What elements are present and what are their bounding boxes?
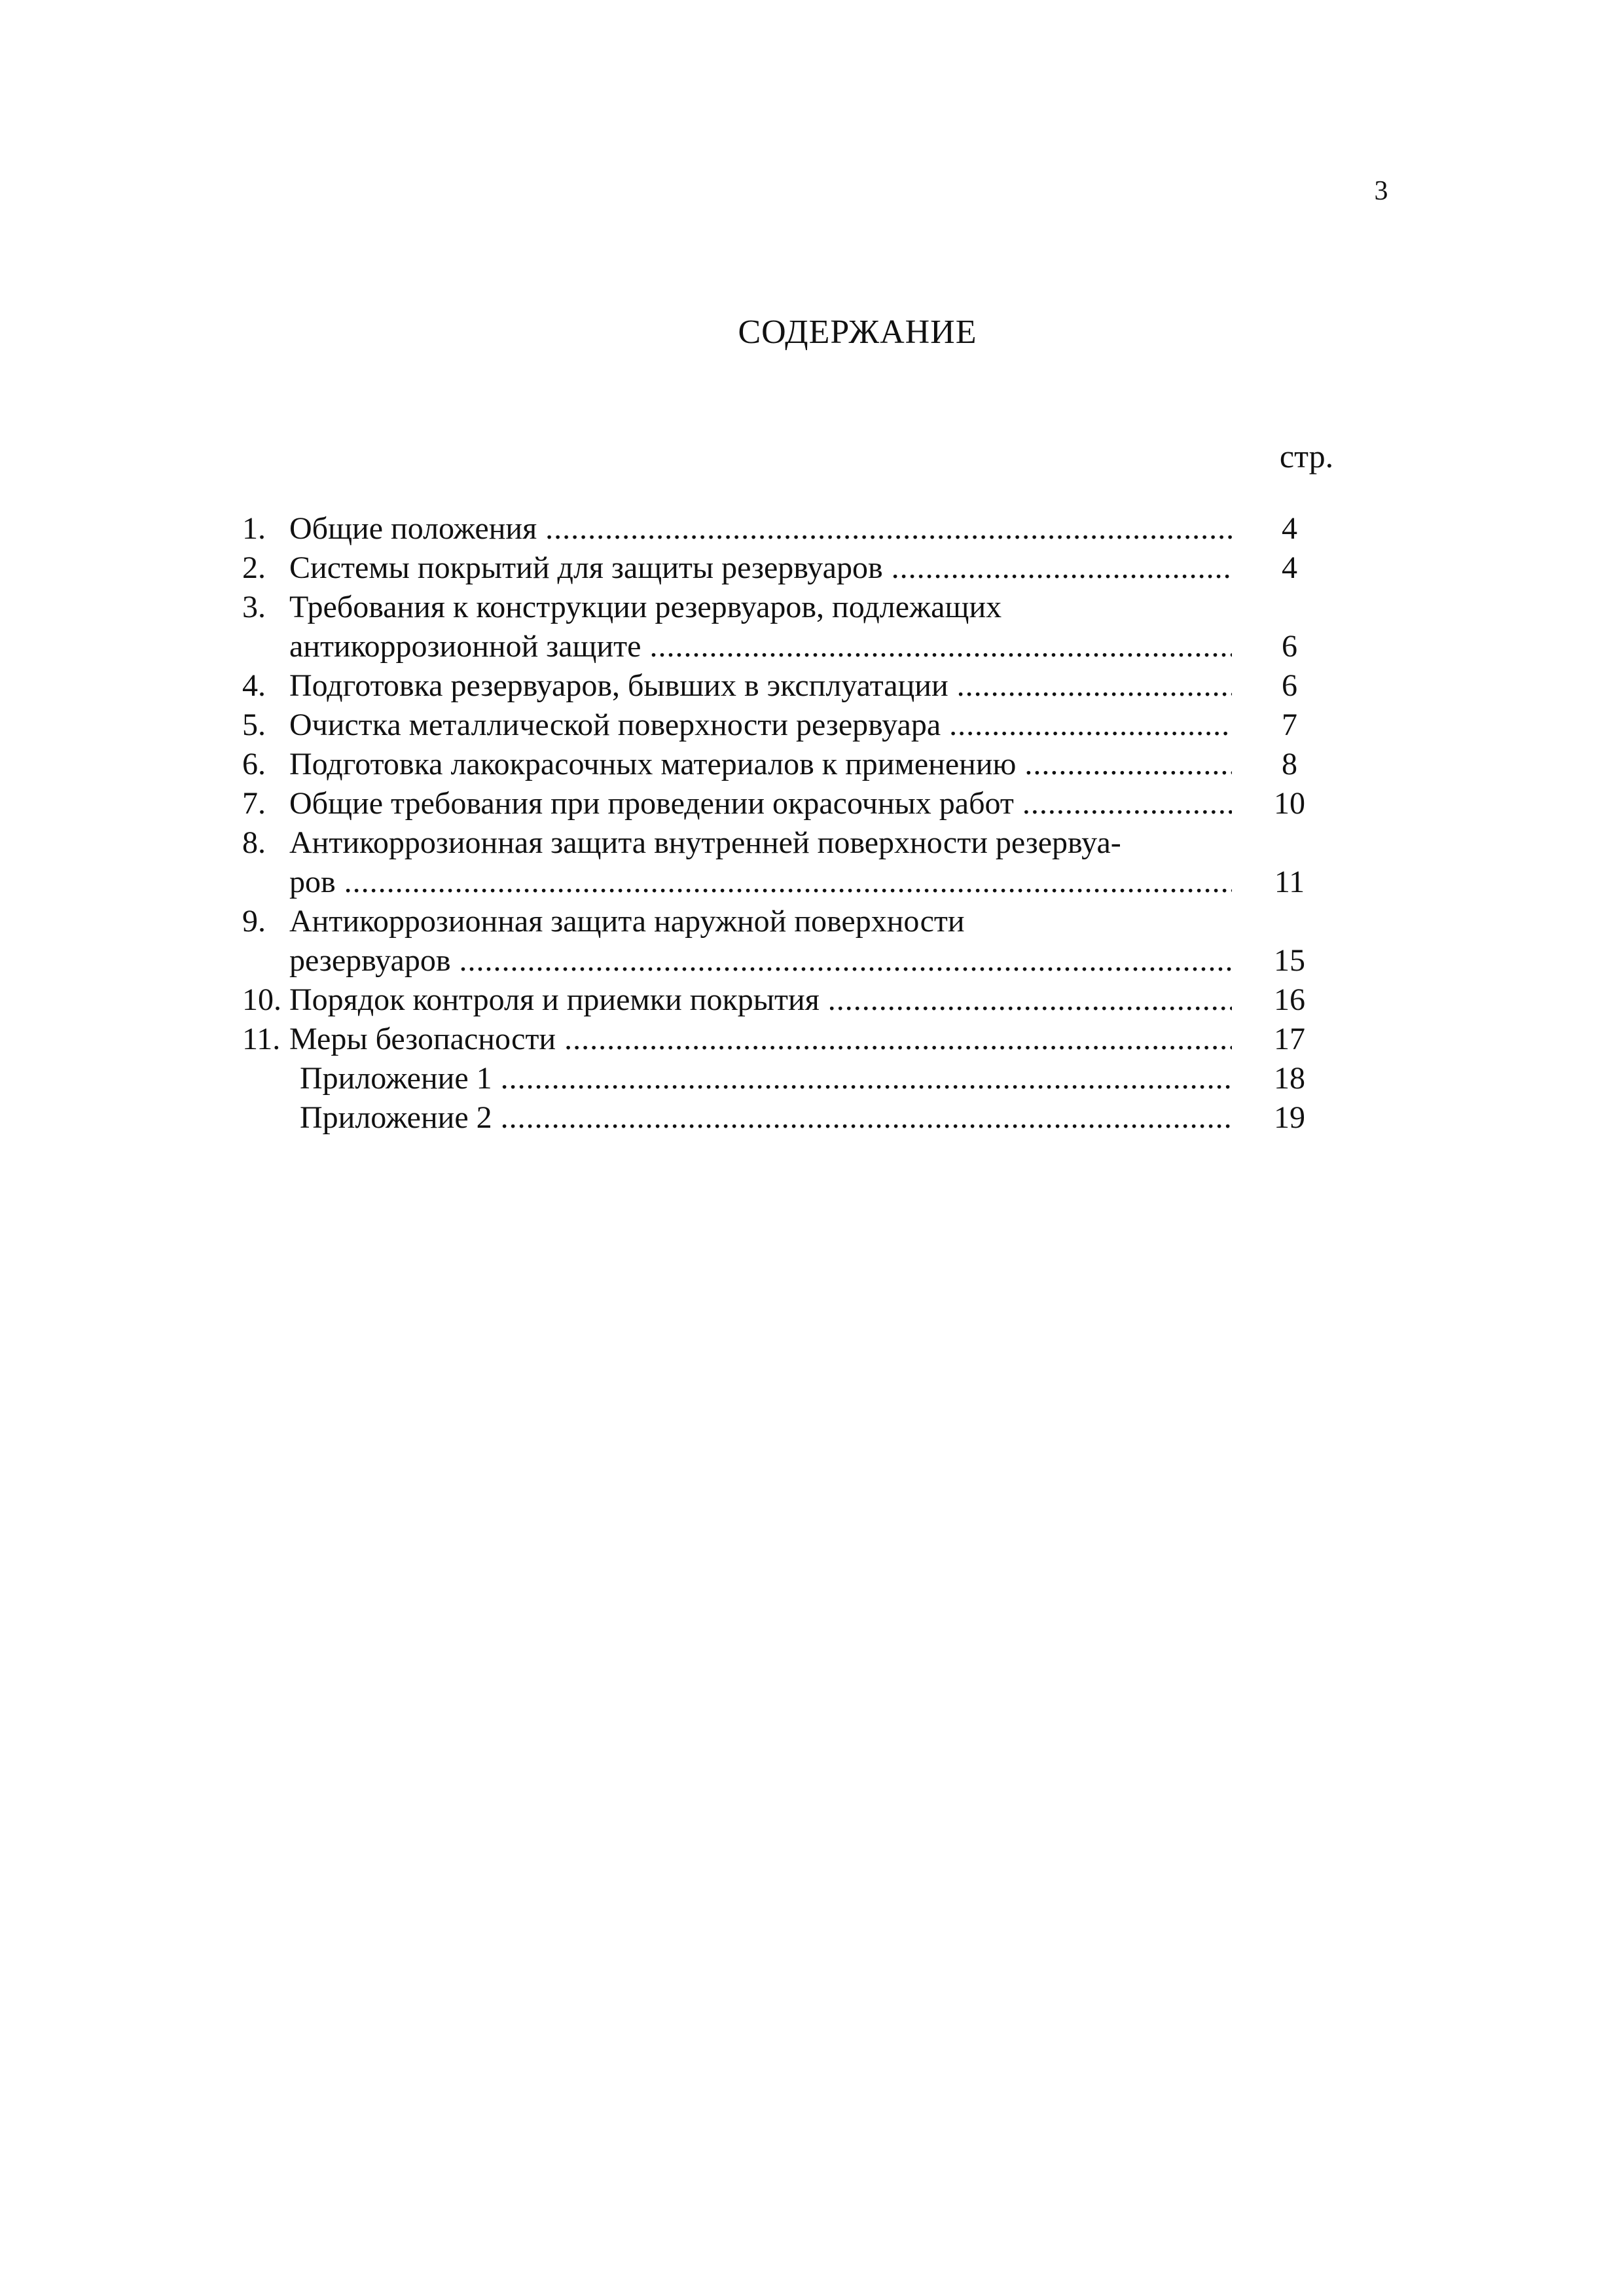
- toc-entry-title-line: резервуаров .....: [289, 941, 1232, 980]
- toc-entry-page: 17: [1274, 1022, 1305, 1056]
- toc-entry-title-line: Антикоррозионная защита наружной поверхности: [289, 904, 965, 939]
- toc-entry-title-line: Общие положения .....: [289, 509, 1232, 548]
- toc-entry-number: 9.: [242, 904, 266, 939]
- toc-appendix-entry[interactable]: [242, 1098, 1342, 1138]
- toc-entry-page: 10: [1274, 786, 1305, 821]
- toc-appendix-title: Приложение 1 .....: [300, 1059, 1232, 1098]
- toc-entry[interactable]: [242, 980, 1342, 1020]
- toc-entry-continuation[interactable]: [242, 941, 1342, 980]
- toc-leader-dots: [492, 1061, 1232, 1096]
- toc-appendix-entry[interactable]: [242, 1059, 1342, 1098]
- toc-entry-title-line: Очистка металлической поверхности резервуара .....: [289, 706, 1232, 745]
- toc-entry[interactable]: [242, 509, 1342, 548]
- toc-entry-page: 11: [1274, 865, 1305, 899]
- toc-entry-page: 16: [1274, 982, 1305, 1017]
- toc-entry-title-line: Общие требования при проведении окрасочных работ .....: [289, 784, 1232, 823]
- table-of-contents: [242, 509, 1342, 1138]
- toc-entry[interactable]: [242, 823, 1342, 863]
- toc-entry-number: 3.: [242, 590, 266, 624]
- toc-title: СОДЕРЖАНИЕ: [738, 314, 977, 351]
- toc-entry[interactable]: [242, 666, 1342, 706]
- toc-entry[interactable]: [242, 745, 1342, 784]
- toc-entry-number: 2.: [242, 550, 266, 585]
- toc-entry-title-line: Требования к конструкции резервуаров, подлежащих: [289, 590, 1002, 624]
- toc-entry-page: 4: [1282, 550, 1297, 585]
- toc-leader-dots: [336, 865, 1232, 899]
- toc-entry-page: 7: [1282, 708, 1297, 742]
- toc-leader-dots: [883, 550, 1232, 585]
- toc-leader-dots: [1016, 747, 1232, 781]
- toc-entry-number: 6.: [242, 747, 266, 781]
- toc-leader-dots: [492, 1100, 1232, 1135]
- toc-entry[interactable]: [242, 706, 1342, 745]
- toc-entry[interactable]: [242, 1020, 1342, 1059]
- toc-entry-page: 19: [1274, 1100, 1305, 1135]
- toc-entry-number: 10.: [242, 982, 281, 1017]
- toc-entry-continuation[interactable]: [242, 627, 1342, 666]
- toc-page-column-header: стр.: [1279, 438, 1334, 475]
- toc-entry-title-line: Порядок контроля и приемки покрытия .....: [289, 980, 1232, 1020]
- toc-appendix-title: Приложение 2 .....: [300, 1098, 1232, 1138]
- toc-entry-number: 11.: [242, 1022, 281, 1056]
- toc-leader-dots: [1014, 786, 1232, 821]
- toc-entry-page: 4: [1282, 511, 1297, 546]
- page-number: 3: [1374, 176, 1388, 206]
- toc-entry-page: 18: [1274, 1061, 1305, 1096]
- toc-entry-page: 8: [1282, 747, 1297, 781]
- toc-entry-number: 4.: [242, 668, 266, 703]
- toc-entry-continuation[interactable]: [242, 863, 1342, 902]
- toc-leader-dots: [820, 982, 1232, 1017]
- toc-entry[interactable]: [242, 588, 1342, 627]
- toc-entry-title-line: Меры безопасности .....: [289, 1020, 1232, 1059]
- toc-leader-dots: [948, 668, 1232, 703]
- toc-entry-number: 7.: [242, 786, 266, 821]
- toc-entry[interactable]: [242, 548, 1342, 588]
- toc-entry[interactable]: [242, 784, 1342, 823]
- toc-entry-title-line: Подготовка резервуаров, бывших в эксплуатации .....: [289, 666, 1232, 706]
- toc-entry-title-line: ров .....: [289, 863, 1232, 902]
- toc-entry-page: 15: [1274, 943, 1305, 978]
- toc-entry-title-line: Антикоррозионная защита внутренней поверхности резервуа-: [289, 825, 1121, 860]
- toc-entry-number: 1.: [242, 511, 266, 546]
- toc-entry-number: 5.: [242, 708, 266, 742]
- toc-entry-title-line: антикоррозионной защите .....: [289, 627, 1232, 666]
- toc-leader-dots: [451, 943, 1232, 978]
- toc-leader-dots: [537, 511, 1232, 546]
- toc-leader-dots: [556, 1022, 1232, 1056]
- toc-entry-number: 8.: [242, 825, 266, 860]
- toc-entry-title-line: Системы покрытий для защиты резервуаров .....: [289, 548, 1232, 588]
- toc-entry-title-line: Подготовка лакокрасочных материалов к применению .....: [289, 745, 1232, 784]
- toc-entry-page: 6: [1282, 668, 1297, 703]
- toc-leader-dots: [641, 629, 1232, 664]
- toc-leader-dots: [941, 708, 1232, 742]
- toc-entry[interactable]: [242, 902, 1342, 941]
- toc-entry-page: 6: [1282, 629, 1297, 664]
